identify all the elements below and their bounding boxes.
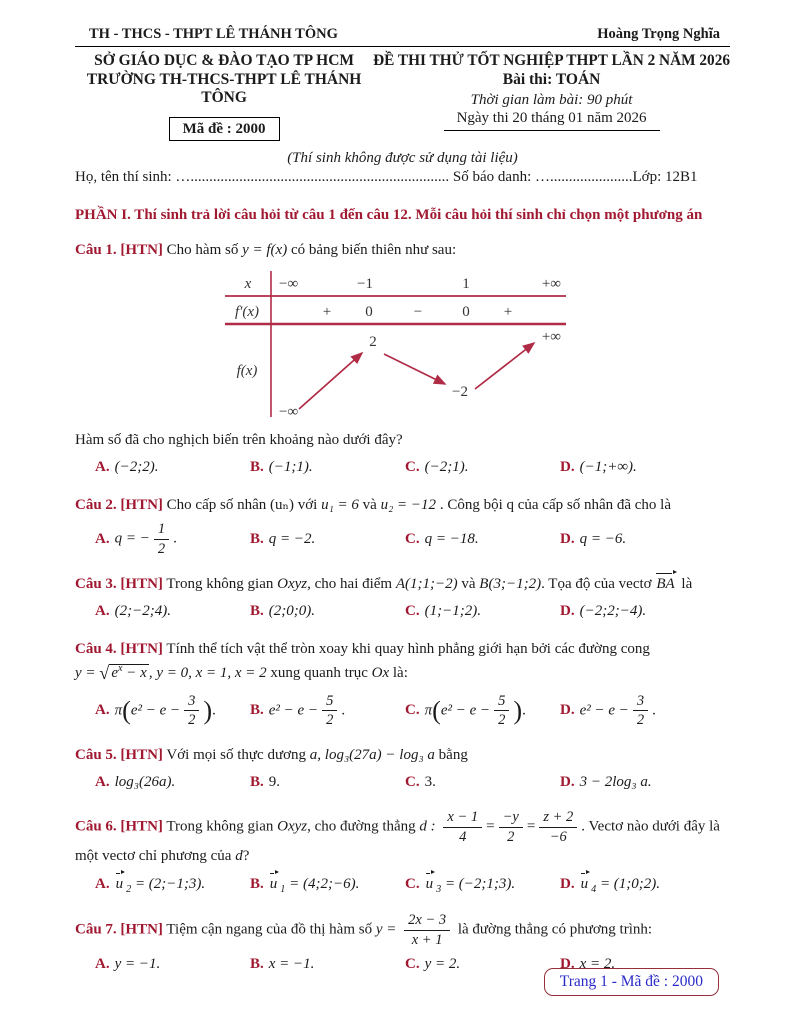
exam-duration: Thời gian làm bài: 90 phút xyxy=(470,91,633,108)
q3-options xyxy=(95,600,730,623)
option-value: q = −6. xyxy=(579,531,627,548)
q4-ox: Ox xyxy=(371,665,390,682)
option-letter: B. xyxy=(250,702,264,719)
option-letter: B. xyxy=(250,459,264,476)
question-7 xyxy=(75,912,730,976)
vector-u: u xyxy=(269,875,278,892)
q4-text2: là: xyxy=(392,665,408,682)
option-value: 9. xyxy=(268,774,281,791)
radical-sign: √ xyxy=(99,663,110,684)
option-value: (−2;2). xyxy=(114,459,159,476)
candidate-name-blank: …..................................................................... xyxy=(175,168,450,185)
option-body: e² − e − xyxy=(268,702,319,719)
q7-option-c xyxy=(405,953,560,976)
q4-option-a xyxy=(95,693,250,729)
q2-u1: u₁ = 6 xyxy=(321,496,359,513)
row-fprime-label: f′(x) xyxy=(234,304,260,321)
pi: π xyxy=(424,702,433,719)
fraction-denominator: 4 xyxy=(459,828,467,845)
q6-option-d xyxy=(560,873,730,897)
candidate-info-line xyxy=(75,169,730,186)
q5-option-d xyxy=(560,771,730,794)
sign-plus-2: + xyxy=(503,304,513,321)
q4-stem-text: Tính thể tích vật thể tròn xoay khi quay hình phẳng giới hạn bởi các đường cong xyxy=(166,640,650,657)
option-letter: D. xyxy=(560,603,575,620)
row-f-label: f(x) xyxy=(236,363,258,380)
q1-option-b xyxy=(250,456,405,479)
fraction-1 xyxy=(443,809,482,845)
question-6 xyxy=(75,809,730,897)
option-value-post: . xyxy=(173,530,177,547)
option-post: . xyxy=(522,702,526,719)
q6-stem-mid: , cho đường thẳng xyxy=(307,818,416,835)
q6-stem-line1 xyxy=(75,809,730,845)
option-letter: A. xyxy=(95,603,110,620)
fraction xyxy=(322,693,337,729)
q7-stem-pre: Tiệm cận ngang của đồ thị hàm số xyxy=(166,921,373,938)
fraction-numerator: 2x − 3 xyxy=(404,912,450,931)
q5-option-a xyxy=(95,771,250,794)
sign-zero-1: 0 xyxy=(365,304,373,321)
q6-stem-pre: Trong không gian xyxy=(166,818,274,835)
pi: π xyxy=(114,702,123,719)
q5-stem-pre: Với mọi số thực dương xyxy=(166,746,307,763)
q6-line2-text: một vectơ chỉ phương của xyxy=(75,848,232,865)
option-letter: B. xyxy=(250,603,264,620)
fraction-denominator: −6 xyxy=(549,828,567,845)
option-letter: B. xyxy=(250,531,264,548)
question-3-label: Câu 3. [HTN] xyxy=(75,575,163,592)
q2-option-b xyxy=(250,528,405,551)
right-paren: ) xyxy=(513,695,523,725)
fraction xyxy=(633,693,648,729)
exam-subject: Bài thi: TOÁN xyxy=(502,70,601,88)
question-3 xyxy=(75,573,730,623)
q4-math-rest: , y = 0, x = 1, x = 2 xyxy=(148,665,267,682)
q4-option-d xyxy=(560,693,730,729)
question-7-label: Câu 7. [HTN] xyxy=(75,921,163,938)
option-letter: D. xyxy=(560,956,575,973)
increase-arrow-2 xyxy=(475,343,534,389)
option-letter: C. xyxy=(405,956,420,973)
option-letter: D. xyxy=(560,774,575,791)
option-value: y = 2. xyxy=(424,956,461,973)
q2-u2: u₂ = −12 xyxy=(380,496,437,513)
vector-u: u xyxy=(580,875,589,892)
option-letter: A. xyxy=(95,459,110,476)
part1-heading: PHẦN I. Thí sinh trả lời câu hỏi từ câu 1 đến câu 12. Mỗi câu hỏi thí sinh chỉ chọn một phương án xyxy=(75,206,703,223)
option-letter: C. xyxy=(405,531,420,548)
q3-oxyz: Oxyz xyxy=(277,575,308,592)
option-letter: C. xyxy=(405,459,420,476)
q6-d2: d xyxy=(235,848,243,865)
fraction xyxy=(184,693,199,729)
decrease-arrow xyxy=(384,354,445,384)
left-paren: ( xyxy=(122,695,131,725)
x-value-pos-inf: +∞ xyxy=(541,276,561,293)
fraction xyxy=(494,693,509,729)
q7-option-b xyxy=(250,953,405,976)
q3-point-a: A(1;1;−2) xyxy=(395,575,458,592)
q5-option-b xyxy=(250,771,405,794)
date-underline xyxy=(444,130,660,131)
q3-stem-mid2: . Tọa độ của vectơ xyxy=(541,575,652,592)
q2-options xyxy=(95,521,730,557)
sign-plus-1: + xyxy=(322,304,332,321)
fraction-numerator: 1 xyxy=(154,521,169,540)
vector-subscript: 1 xyxy=(280,883,286,895)
q2-option-d xyxy=(560,528,730,551)
option-letter: C. xyxy=(405,774,420,791)
fraction-denominator: 2 xyxy=(507,828,515,845)
header-top-row xyxy=(75,26,730,47)
q6-oxyz: Oxyz xyxy=(277,818,308,835)
fraction-numerator: z + 2 xyxy=(539,809,577,828)
q6-stem-line2 xyxy=(75,845,730,868)
option-value: (−2;2;−4). xyxy=(579,603,647,620)
q5-stem-post: bằng xyxy=(438,746,468,763)
option-value: q = −2. xyxy=(268,531,316,548)
fraction-numerator: x − 1 xyxy=(443,809,482,828)
option-body: e² − e − xyxy=(130,702,181,719)
option-letter: A. xyxy=(95,702,110,719)
q3-stem-post: là xyxy=(681,575,693,592)
q2-stem-post: . Công bội q của cấp số nhân đã cho là xyxy=(439,496,672,513)
option-letter: D. xyxy=(560,875,575,892)
q4-stem-line1 xyxy=(75,638,730,661)
sign-minus: − xyxy=(413,304,423,321)
author-name: Hoàng Trọng Nghĩa xyxy=(597,26,720,42)
fraction-3 xyxy=(539,809,577,845)
vector-ba: BA xyxy=(656,575,675,592)
fraction xyxy=(404,912,450,948)
q3-stem-mid: , cho hai điểm xyxy=(307,575,393,592)
question-2-label: Câu 2. [HTN] xyxy=(75,496,163,513)
q5-var: a, xyxy=(309,746,322,763)
exam-title: ĐỀ THI THỬ TỐT NGHIỆP THPT LẦN 2 NĂM 2026 xyxy=(373,52,730,69)
q2-option-a xyxy=(95,521,250,557)
q6-d-label: d : xyxy=(419,818,436,835)
q3-stem-pre: Trong không gian xyxy=(166,575,274,592)
fraction-numerator: 5 xyxy=(322,693,337,712)
fraction-numerator: 3 xyxy=(633,693,648,712)
q5-option-c xyxy=(405,771,560,794)
fraction-denominator: 2 xyxy=(326,712,334,729)
option-letter: D. xyxy=(560,702,575,719)
f-local-min: −2 xyxy=(452,384,468,401)
q3-option-a xyxy=(95,600,250,623)
q4-text: xung quanh trục xyxy=(270,665,368,682)
option-value: (2;−2;4). xyxy=(114,603,171,620)
option-letter: A. xyxy=(95,530,110,547)
radicand-rest: − x xyxy=(122,665,147,682)
option-letter: A. xyxy=(95,875,110,892)
q6-qmark: ? xyxy=(242,848,250,865)
option-value: 3. xyxy=(424,774,436,791)
option-letter: D. xyxy=(560,531,575,548)
equals-sign: = xyxy=(486,818,495,835)
option-post: . xyxy=(652,702,656,719)
question-1 xyxy=(75,239,730,479)
question-4 xyxy=(75,638,730,729)
q4-options xyxy=(95,693,730,729)
f-limit-bottom-left: −∞ xyxy=(279,404,299,420)
option-value: q = −18. xyxy=(424,531,479,548)
fraction-denominator: 2 xyxy=(636,712,645,729)
option-body: e² − e − xyxy=(579,702,629,719)
option-value-pre: q = − xyxy=(114,530,150,547)
candidate-class: Lớp: 12B1 xyxy=(632,168,698,185)
vector-subscript: 3 xyxy=(436,883,442,895)
q1-option-d xyxy=(560,456,730,479)
q3-conj: và xyxy=(461,575,476,592)
option-letter: B. xyxy=(250,956,264,973)
q3-option-c xyxy=(405,600,560,623)
candidate-number-label: Số báo danh: xyxy=(452,168,532,185)
sign-zero-2: 0 xyxy=(462,304,470,321)
exam-notice: (Thí sinh không được sử dụng tài liệu) xyxy=(287,149,518,166)
increase-arrow-1 xyxy=(299,353,362,409)
q1-ask: Hàm số đã cho nghịch biến trên khoảng nào dưới đây? xyxy=(75,431,403,448)
page-footer-badge: Trang 1 - Mã đề : 2000 xyxy=(544,968,719,996)
q1-stem-pre: Cho hàm số xyxy=(166,241,239,258)
candidate-name-label: Họ, tên thí sinh: xyxy=(75,168,172,185)
radicand xyxy=(109,664,148,681)
q2-conj: và xyxy=(362,496,377,513)
option-value: = (2;−1;3). xyxy=(134,875,206,892)
option-letter: A. xyxy=(95,956,110,973)
option-letter: C. xyxy=(405,603,420,620)
option-value: (−2;1). xyxy=(424,459,469,476)
square-root xyxy=(99,660,149,687)
q6-option-a xyxy=(95,873,250,897)
q4-math-y: y = xyxy=(75,665,96,682)
variation-table-svg xyxy=(223,269,568,419)
q7-math-y: y = xyxy=(375,921,397,938)
right-paren: ) xyxy=(203,695,213,725)
fraction-denominator: 2 xyxy=(498,712,506,729)
fraction-numerator: −y xyxy=(499,809,523,828)
exam-date: Ngày thi 20 tháng 01 năm 2026 xyxy=(456,109,647,126)
q6-option-c xyxy=(405,873,560,897)
q6-option-b xyxy=(250,873,405,897)
radicand-exponent: x xyxy=(118,663,123,675)
option-letter: B. xyxy=(250,875,264,892)
option-letter: B. xyxy=(250,774,264,791)
option-value: = (4;2;−6). xyxy=(289,875,360,892)
question-4-label: Câu 4. [HTN] xyxy=(75,640,163,657)
q1-option-a xyxy=(95,456,250,479)
q7-option-a xyxy=(95,953,250,976)
x-value-neg-inf: −∞ xyxy=(279,276,299,293)
radicand-base: e xyxy=(111,665,118,682)
question-6-label: Câu 6. [HTN] xyxy=(75,818,163,835)
q6-stem-post: . Vectơ nào dưới đây là xyxy=(581,818,720,835)
q5-options xyxy=(95,771,730,794)
candidate-number-blank: …...................... xyxy=(535,168,633,185)
q7-stem-post: là đường thẳng có phương trình: xyxy=(457,921,653,938)
q3-point-b: B(3;−1;2) xyxy=(479,575,542,592)
option-value: y = −1. xyxy=(114,956,161,973)
question-1-label: Câu 1. [HTN] xyxy=(75,241,163,258)
q4-stem-line2 xyxy=(75,660,730,687)
fraction-denominator: 2 xyxy=(157,540,166,557)
option-letter: A. xyxy=(95,774,110,791)
q1-stem-math: y = f(x) xyxy=(242,241,288,258)
fraction-denominator: x + 1 xyxy=(411,931,443,948)
vector-u: u xyxy=(115,875,124,892)
exam-code-box: Mã đề : 2000 xyxy=(169,117,280,141)
q3-option-d xyxy=(560,600,730,623)
header-columns xyxy=(75,52,730,141)
question-2 xyxy=(75,494,730,558)
q2-option-c xyxy=(405,528,560,551)
option-value: log₃(26a). xyxy=(114,774,176,791)
q2-stem-pre: Cho cấp số nhân (uₙ) với xyxy=(166,496,318,513)
fraction-numerator: 5 xyxy=(494,693,509,712)
department-name: SỞ GIÁO DỤC & ĐÀO TẠO TP HCM xyxy=(94,52,355,69)
school-full-name: TRƯỜNG TH-THCS-THPT LÊ THÁNH TÔNG xyxy=(86,70,362,107)
question-5-label: Câu 5. [HTN] xyxy=(75,746,163,763)
q1-option-c xyxy=(405,456,560,479)
row-x-label: x xyxy=(244,276,252,293)
option-value: 3 − 2log₃ a. xyxy=(579,774,652,791)
fraction-numerator: 3 xyxy=(184,693,199,712)
q5-math: log₃(27a) − log₃ a xyxy=(324,746,435,763)
vector-subscript: 2 xyxy=(126,883,132,895)
option-value: (−1;1). xyxy=(268,459,313,476)
q3-option-b xyxy=(250,600,405,623)
f-local-max: 2 xyxy=(369,334,377,351)
fraction-2 xyxy=(499,809,523,845)
f-limit-top-right: +∞ xyxy=(541,329,561,346)
option-value: (−1;+∞). xyxy=(579,459,637,476)
option-body: e² − e − xyxy=(440,702,491,719)
q1-stem-post: có bảng biến thiên như sau: xyxy=(290,241,457,258)
fraction-denominator: 2 xyxy=(188,712,196,729)
vector-subscript: 4 xyxy=(591,883,597,895)
option-letter: C. xyxy=(405,702,420,719)
option-value: x = 2. xyxy=(579,956,616,973)
option-value: (2;0;0). xyxy=(268,603,315,620)
equals-sign: = xyxy=(526,818,536,835)
header-right-column xyxy=(373,52,730,141)
left-paren: ( xyxy=(432,695,441,725)
option-value: x = −1. xyxy=(268,956,315,973)
header-left-column xyxy=(75,52,373,141)
school-short-name: TH - THCS - THPT LÊ THÁNH TÔNG xyxy=(89,26,338,42)
fraction xyxy=(154,521,169,557)
x-value-neg1: −1 xyxy=(357,276,373,293)
variation-table xyxy=(223,269,730,427)
option-value: = (1;0;2). xyxy=(599,875,661,892)
option-post: . xyxy=(341,702,346,719)
option-post: . xyxy=(212,702,216,719)
q1-options xyxy=(95,456,730,479)
q4-option-c xyxy=(405,693,560,729)
option-value: = (−2;1;3). xyxy=(444,875,516,892)
option-letter: C. xyxy=(405,875,420,892)
x-value-1: 1 xyxy=(462,276,470,293)
q6-options xyxy=(95,873,730,897)
q7-stem xyxy=(75,912,730,948)
question-5 xyxy=(75,744,730,794)
vector-u: u xyxy=(425,875,434,892)
q4-option-b xyxy=(250,693,405,729)
option-value: (1;−1;2). xyxy=(424,603,481,620)
option-letter: D. xyxy=(560,459,575,476)
